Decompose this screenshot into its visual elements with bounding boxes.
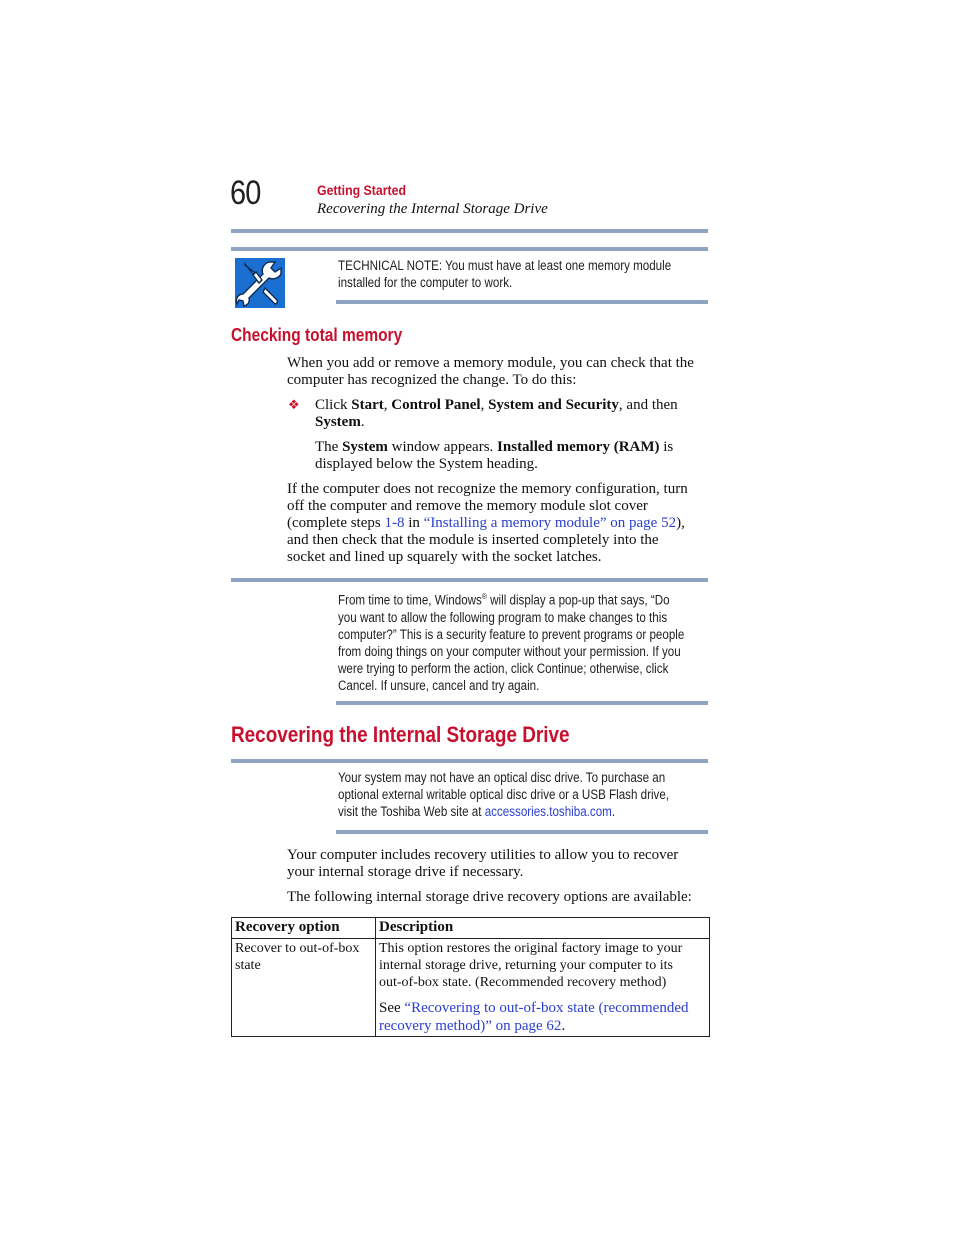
text: See: [379, 1000, 405, 1016]
toshiba-accessories-link[interactable]: accessories.toshiba.com: [484, 804, 612, 819]
text-line: Cancel. If unsure, cancel and try again.: [338, 677, 540, 693]
column-header: Description: [376, 918, 710, 939]
text-line: from doing things on your computer without your permission. If you: [338, 643, 681, 659]
text-line: displayed below the System heading.: [315, 456, 538, 472]
text: ,: [480, 397, 489, 413]
steps-link[interactable]: 1-8: [384, 515, 405, 531]
table-row: [232, 939, 710, 1037]
text: .: [360, 414, 365, 430]
text-line: optional external writable optical disc drive or a USB Flash drive,: [338, 787, 670, 802]
text-line: computer?” This is a security feature to prevent programs or people: [338, 626, 685, 642]
text: From time to time, Windows: [338, 592, 482, 608]
note-bottom-rule: [336, 701, 708, 705]
text-line: socket and lined up squarely with the socket latches.: [287, 549, 602, 565]
technical-note-line: TECHNICAL NOTE: You must have at least one memory module: [338, 258, 672, 273]
ui-term: System: [315, 414, 361, 430]
recovering-out-of-box-link[interactable]: “Recovering to out-of-box state (recommended: [404, 1000, 689, 1016]
text: in: [404, 515, 424, 531]
text-line: computer has recognized the change. To do this:: [287, 372, 577, 388]
step-item: [315, 397, 678, 431]
text: Click: [315, 397, 352, 413]
text: , and then: [618, 397, 678, 413]
ui-term: Installed memory (RAM): [497, 439, 660, 455]
wrench-icon: [235, 258, 285, 308]
paragraph: The following internal storage drive recovery options are available:: [287, 889, 692, 905]
text: is: [659, 439, 674, 455]
text: ),: [676, 515, 685, 531]
see-reference: [379, 999, 706, 1035]
page-number: 60: [230, 174, 261, 212]
text-line: and then check that the module is inserted completely into the: [287, 532, 659, 548]
text-line: Your system may not have an optical disc drive. To purchase an: [338, 770, 666, 785]
text-line: This option restores the original factory image to your: [379, 941, 683, 956]
installing-memory-link[interactable]: “Installing a memory module” on page 52: [423, 515, 677, 531]
ui-term: Start: [351, 397, 384, 413]
text-line: your internal storage drive if necessary.: [287, 864, 524, 880]
text-line: you want to allow the following program to make changes to this: [338, 609, 668, 625]
text-line: off the computer and remove the memory module slot cover: [287, 498, 648, 514]
table-cell: [232, 939, 376, 1037]
text: window appears.: [387, 439, 498, 455]
header-rule: [231, 229, 708, 233]
section-heading: Recovering the Internal Storage Drive: [231, 722, 570, 747]
paragraph: [287, 355, 694, 389]
text: ,: [383, 397, 392, 413]
text-line: out-of-box state. (Recommended recovery method): [379, 975, 667, 990]
text-line: Recover to out-of-box: [235, 941, 360, 956]
note-bottom-rule: [336, 300, 708, 304]
table-header-row: [232, 918, 710, 939]
section-heading: Checking total memory: [231, 325, 403, 345]
ui-term: Control Panel: [391, 397, 481, 413]
text: visit the Toshiba Web site at: [338, 804, 485, 819]
column-header: Recovery option: [232, 918, 376, 939]
text-line: If the computer does not recognize the memory configuration, turn: [287, 481, 688, 497]
recovery-options-table: [231, 917, 710, 1037]
text-line: Your computer includes recovery utilities to allow you to recover: [287, 847, 679, 863]
section-subtitle: Recovering the Internal Storage Drive: [317, 201, 548, 217]
chapter-title: Getting Started: [317, 182, 406, 198]
recovering-out-of-box-link[interactable]: recovery method)” on page 62: [379, 1018, 562, 1034]
text: (complete steps: [287, 515, 385, 531]
step-result: [315, 439, 673, 473]
optical-drive-note: [338, 769, 669, 820]
text: .: [561, 1018, 566, 1034]
note-top-rule: [231, 247, 708, 251]
note-bottom-rule: [336, 830, 708, 834]
technical-note-line: installed for the computer to work.: [338, 275, 513, 290]
note-top-rule: [231, 578, 708, 582]
paragraph: [287, 481, 688, 566]
text: The: [315, 439, 343, 455]
text: will display a pop-up that says, “Do: [486, 592, 670, 608]
note-top-rule: [231, 759, 708, 763]
text: .: [611, 804, 616, 819]
bullet-icon: ❖: [288, 397, 300, 412]
windows-note: [338, 588, 684, 694]
text-line: internal storage drive, returning your computer to its: [379, 958, 673, 973]
text-line: state: [235, 958, 261, 973]
text-line: were trying to perform the action, click Continue; otherwise, click: [338, 660, 669, 676]
ui-term: System: [342, 439, 388, 455]
table-cell: [376, 939, 710, 1037]
registered-mark: ®: [481, 592, 487, 601]
text-line: When you add or remove a memory module, you can check that the: [287, 355, 694, 371]
ui-term: System and Security: [488, 397, 619, 413]
paragraph: [287, 847, 678, 881]
